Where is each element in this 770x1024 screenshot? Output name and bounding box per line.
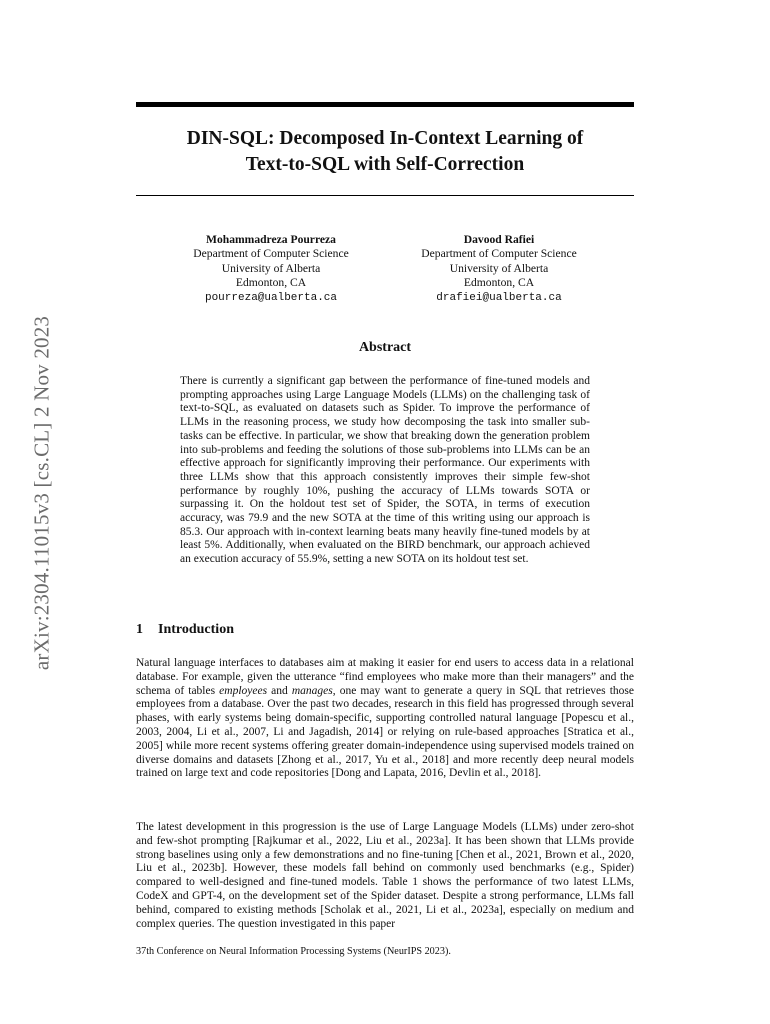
top-rule <box>136 102 634 107</box>
intro-p1-part-b: and <box>267 684 292 697</box>
title-line-1: DIN-SQL: Decomposed In-Context Learning of <box>186 128 584 149</box>
author-university: University of Alberta <box>449 261 549 275</box>
intro-p1-part-c: , one may want to generate a query in SQL that retrieves those employees from a database. Over the past two decades, research in this field has progressed through several phases, with early systems being domain-specific, supporting controlled natural language [Popescu et al., 2003, 2004, Li et al., 2007, Li and Jagadish, 2014] or relying on rule-based approaches [Stratica et al., 2005] while more recent systems offering greater domain-independence using supervised models trained on diverse domains and datasets [Zhong et al., 2017, Yu et al., 2018] and more recently deep neural models trained on large text and code repositories [Dong and Lapata, 2016, Devlin et al., 2018]. <box>136 684 635 780</box>
author-city: Edmonton, CA <box>235 276 307 290</box>
paper-title <box>136 126 634 178</box>
arxiv-identifier-sidebar: arXiv:2304.11015v3 [cs.CL] 2 Nov 2023 <box>29 315 54 671</box>
section-number: 1 <box>136 622 143 637</box>
intro-p1-part-a: Natural language interfaces to databases aim at making it easier for end users to access data in a relational database. For example, given the utterance “find employees who make more than their managers” and the schema of tables <box>136 657 634 697</box>
author-block-2 <box>389 233 609 305</box>
title-line-2: Text-to-SQL with Self-Correction <box>245 154 525 175</box>
author-email: pourreza@ualberta.ca <box>204 291 338 304</box>
title-rule <box>136 195 634 196</box>
intro-paragraph-2: The latest development in this progression is the use of Large Language Models (LLMs) under zero-shot and few-shot prompting [Rajkumar et al., 2022, Liu et al., 2023a]. It has been shown that LLMs provide strong baselines using only a few demonstrations and no fine-tuning [Chen et al., 2021, Brown et al., 2020, Liu et al., 2023b]. However, these models fall behind on commonly used benchmarks (e.g., Spider) compared to well-designed and fine-tuned models. Table 1 shows the performance of two latest LLMs, CodeX and GPT-4, on the development set of the Spider dataset. Despite a strong performance, LLMs fall behind, compared to existing methods [Scholak et al., 2021, Li et al., 2023a], especially on medium and complex queries. The question investigated in this paper <box>136 821 634 930</box>
author-department: Department of Computer Science <box>421 247 577 261</box>
table-name-employees: employees <box>219 684 268 697</box>
author-name: Davood Rafiei <box>463 233 535 246</box>
table-name-manages: manages <box>291 684 333 697</box>
abstract-text: There is currently a significant gap between the performance of fine-tuned models and prompting approaches using Large Language Models (LLMs) on the challenging task of text-to-SQL, as evaluated on datasets such as Spider. To improve the performance of LLMs in the reasoning process, we study how decomposing the task into smaller sub-tasks can be effective. In particular, we show that breaking down the generation problem into sub-problems and feeding the solutions of those sub-problems into LLMs can be an effective approach for significantly improving their performance. Our experiments with three LLMs show that this approach consistently improves their simple few-shot performance by roughly 10%, pushing the accuracy of LLMs towards SOTA or surpassing it. On the holdout test set of Spider, the SOTA, in terms of execution accuracy, was 79.9 and the new SOTA at the time of this writing using our approach is 85.3. Our approach with in-context learning beats many heavily fine-tuned models by at least 5%. Additionally, when evaluated on the BIRD benchmark, our approach achieved an execution accuracy of 55.9%, setting a new SOTA on its holdout test set. <box>180 375 590 566</box>
section-title: Introduction <box>158 622 234 637</box>
author-email: drafiei@ualberta.ca <box>436 291 562 304</box>
author-university: University of Alberta <box>221 261 321 275</box>
intro-paragraph-1 <box>136 657 634 781</box>
author-name: Mohammadreza Pourreza <box>206 233 336 246</box>
author-department: Department of Computer Science <box>193 247 349 261</box>
author-block-1 <box>161 233 381 305</box>
conference-footnote: 37th Conference on Neural Information Processing Systems (NeurIPS 2023). <box>136 946 451 957</box>
abstract-heading: Abstract <box>358 340 412 355</box>
author-city: Edmonton, CA <box>463 276 535 290</box>
section-heading-introduction <box>136 622 234 638</box>
